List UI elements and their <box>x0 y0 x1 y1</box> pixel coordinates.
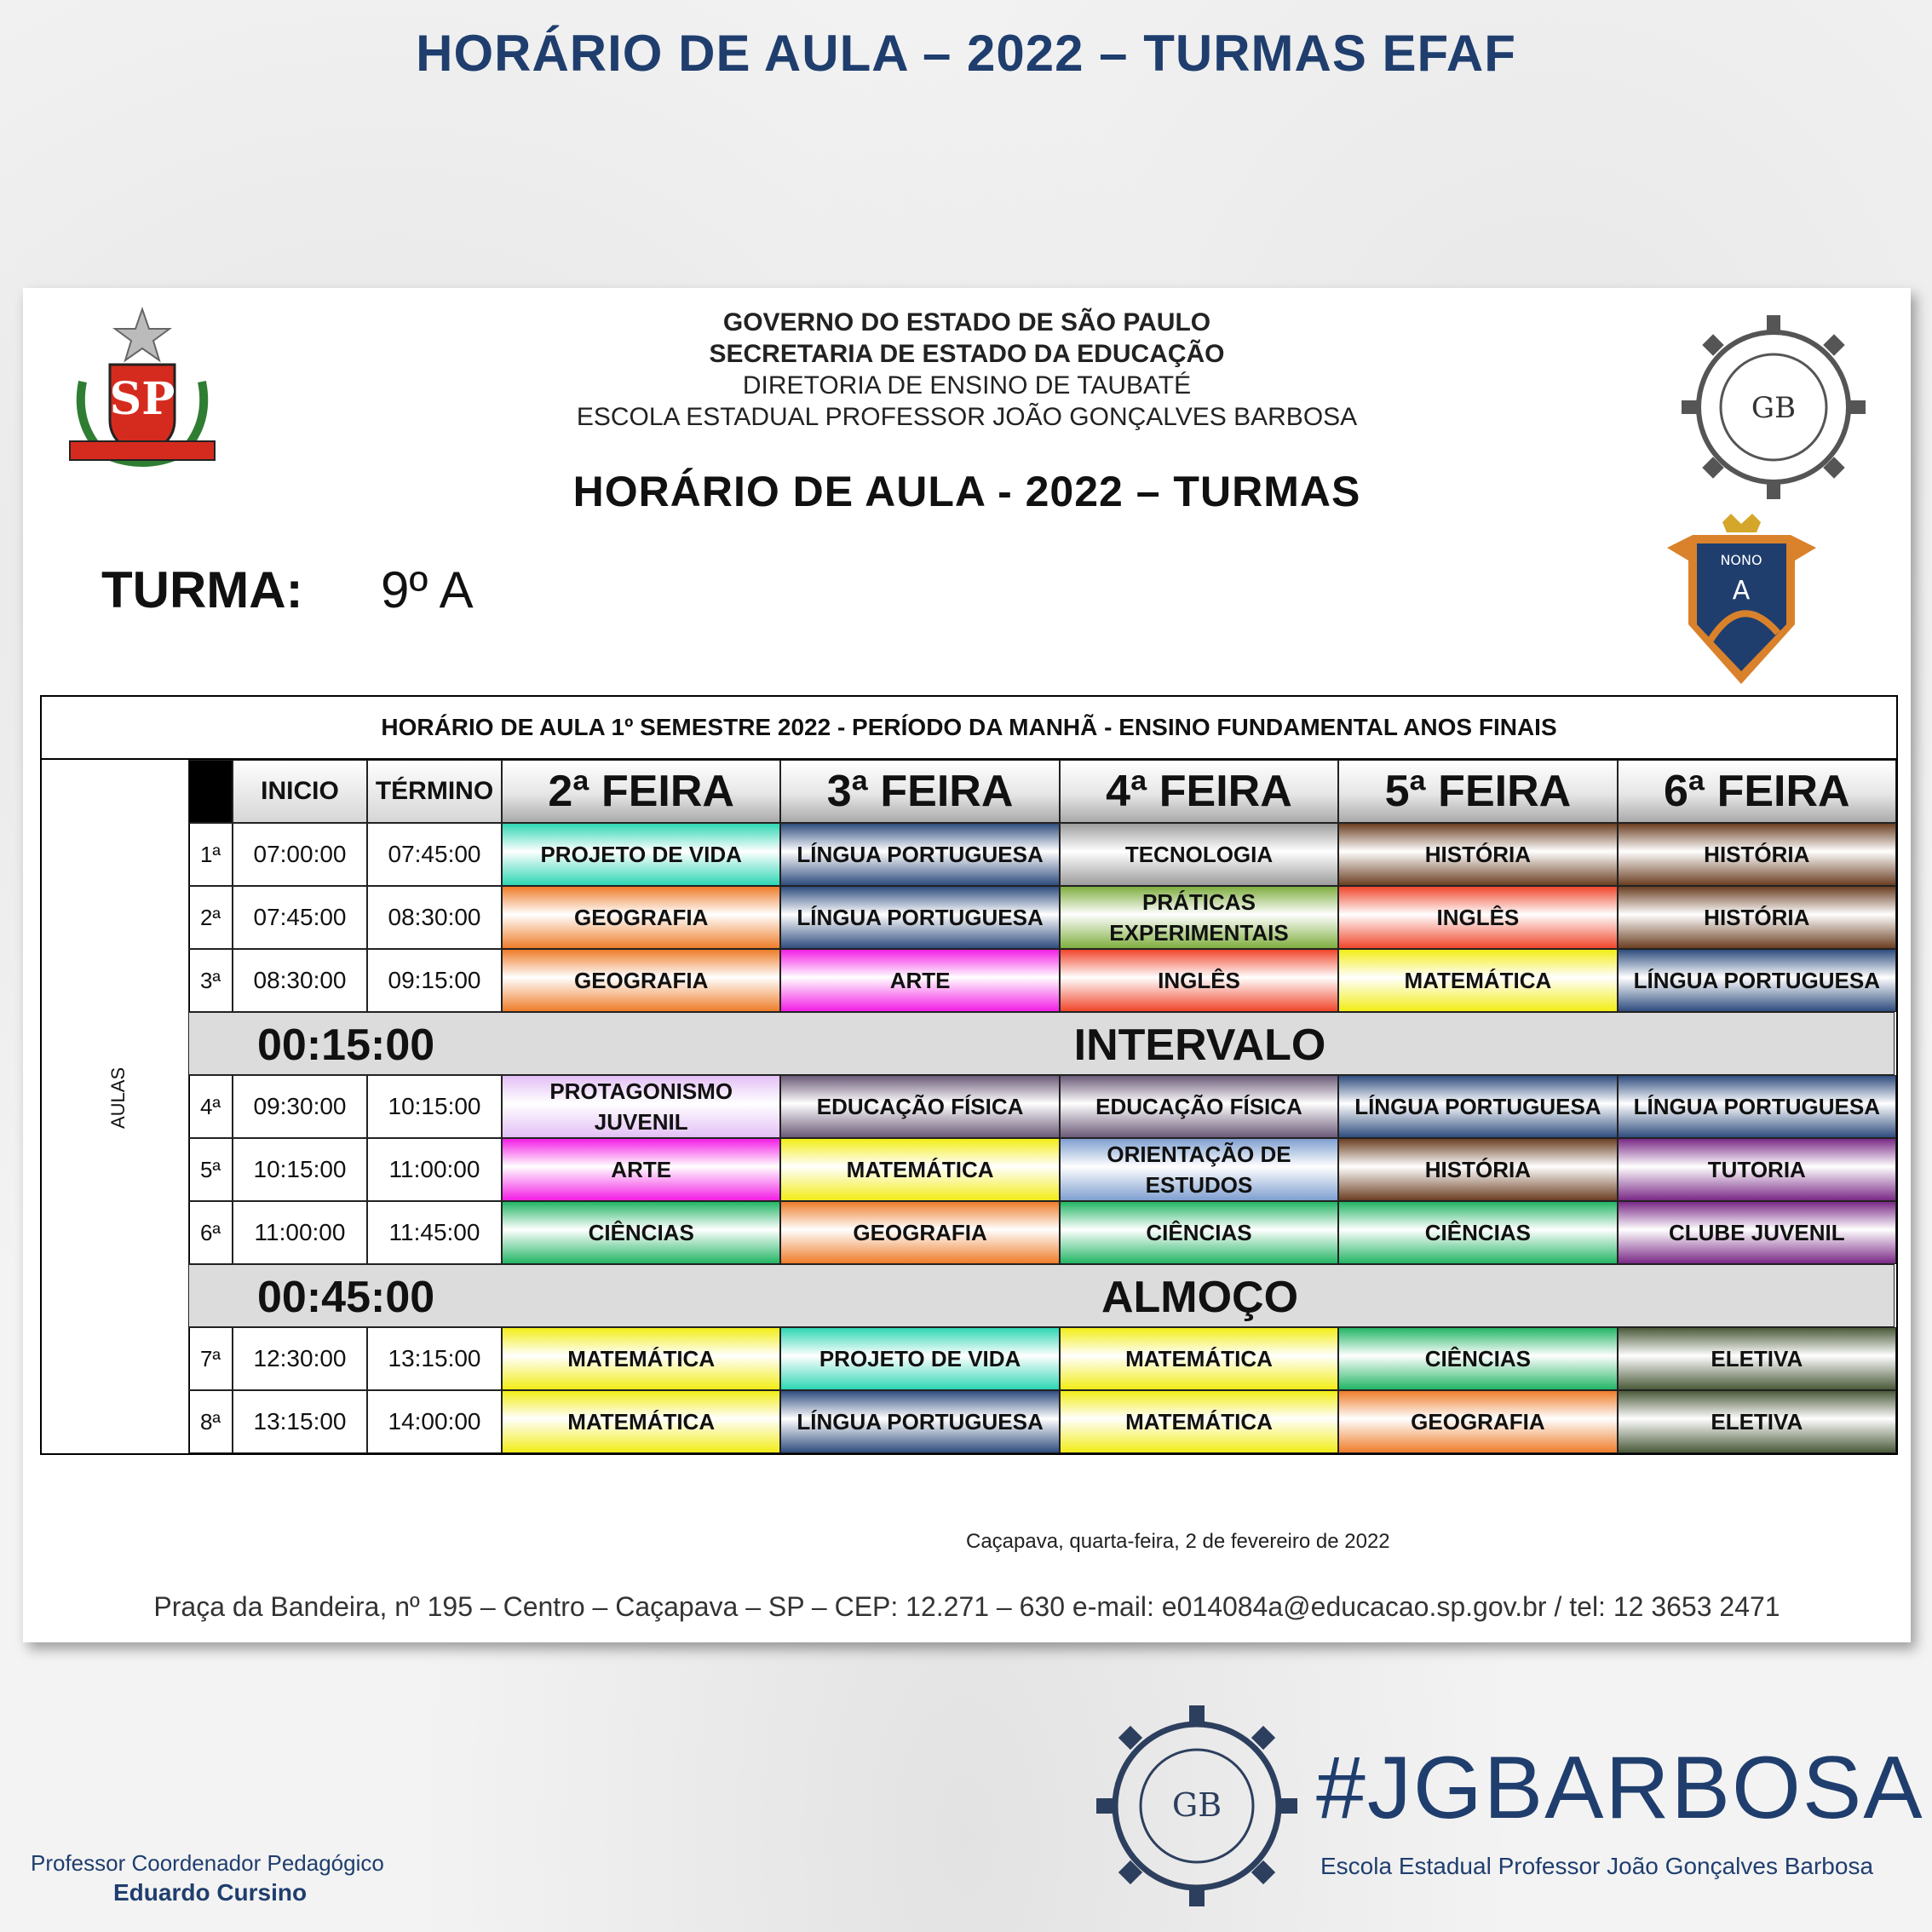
break-row <box>188 1264 1895 1327</box>
lesson-end-time: 11:45:00 <box>367 1201 502 1264</box>
shield-text-top: NONO <box>1720 552 1762 568</box>
subject-cell: HISTÓRIA <box>1618 823 1896 886</box>
svg-text:GB: GB <box>1751 391 1797 425</box>
aulas-column <box>42 760 190 1453</box>
subject-cell: TUTORIA <box>1618 1138 1896 1201</box>
break-duration: 00:15:00 <box>257 1021 435 1070</box>
lesson-end-time: 09:15:00 <box>367 949 502 1012</box>
lesson-end-time: 08:30:00 <box>367 886 502 949</box>
subject-cell: PROTAGONISMO JUVENIL <box>502 1075 780 1138</box>
lesson-start-time: 12:30:00 <box>233 1327 367 1390</box>
day-header: 4ª FEIRA <box>1060 760 1338 823</box>
coordinator-name: Eduardo Cursino <box>113 1879 308 1906</box>
break-row <box>188 1012 1895 1075</box>
header-line-directorate: DIRETORIA DE ENSINO DE TAUBATÉ <box>742 371 1192 400</box>
lesson-end-time: 07:45:00 <box>367 823 502 886</box>
subject-cell: TECNOLOGIA <box>1060 823 1338 886</box>
day-header: 3ª FEIRA <box>780 760 1059 823</box>
lesson-number: 3ª <box>188 949 233 1012</box>
subject-cell: HISTÓRIA <box>1338 823 1617 886</box>
lesson-end-time: 13:15:00 <box>367 1327 502 1390</box>
subject-cell: HISTÓRIA <box>1618 886 1896 949</box>
subject-cell: GEOGRAFIA <box>1338 1390 1617 1453</box>
header-corner-cell <box>188 760 233 823</box>
lesson-number: 6ª <box>188 1201 233 1264</box>
sheet-title: HORÁRIO DE AULA - 2022 – TURMAS <box>572 468 1361 515</box>
subject-cell: EDUCAÇÃO FÍSICA <box>1060 1075 1338 1138</box>
subject-cell: GEOGRAFIA <box>502 886 780 949</box>
subject-cell: GEOGRAFIA <box>780 1201 1059 1264</box>
subject-cell: CIÊNCIAS <box>502 1201 780 1264</box>
subject-cell: MATEMÁTICA <box>1338 949 1617 1012</box>
coordinator-role: Professor Coordenador Pedagógico <box>31 1850 384 1876</box>
subject-cell: MATEMÁTICA <box>502 1390 780 1453</box>
lesson-number: 5ª <box>188 1138 233 1201</box>
subject-cell: LÍNGUA PORTUGUESA <box>780 886 1059 949</box>
page-heading: HORÁRIO DE AULA – 2022 – TURMAS EFAF <box>416 25 1516 82</box>
subject-cell: INGLÊS <box>1338 886 1617 949</box>
subject-cell: PRÁTICAS EXPERIMENTAIS <box>1060 886 1338 949</box>
footer-school-seal-icon <box>1095 1704 1299 1908</box>
lesson-start-time: 10:15:00 <box>233 1138 367 1201</box>
subject-cell: PROJETO DE VIDA <box>780 1327 1059 1390</box>
header-block <box>23 307 1911 433</box>
subject-cell: MATEMÁTICA <box>780 1138 1059 1201</box>
subject-cell: ARTE <box>780 949 1059 1012</box>
subject-cell: MATEMÁTICA <box>1060 1327 1338 1390</box>
subject-cell: EDUCAÇÃO FÍSICA <box>780 1075 1059 1138</box>
subject-cell: ARTE <box>502 1138 780 1201</box>
subject-cell: HISTÓRIA <box>1338 1138 1617 1201</box>
shield-text-letter: A <box>1732 576 1751 606</box>
lesson-start-time: 07:45:00 <box>233 886 367 949</box>
subject-cell: LÍNGUA PORTUGUESA <box>1618 949 1896 1012</box>
subject-cell: MATEMÁTICA <box>1060 1390 1338 1453</box>
timetable-sheet <box>23 288 1911 1642</box>
subject-cell: CLUBE JUVENIL <box>1618 1201 1896 1264</box>
timetable <box>40 695 1898 1455</box>
break-duration: 00:45:00 <box>257 1273 435 1322</box>
svg-text:GB: GB <box>1171 1786 1222 1824</box>
svg-text:SP: SP <box>109 373 175 425</box>
lesson-number: 1ª <box>188 823 233 886</box>
subject-cell: LÍNGUA PORTUGUESA <box>1618 1075 1896 1138</box>
subject-cell: INGLÊS <box>1060 949 1338 1012</box>
subject-cell: PROJETO DE VIDA <box>502 823 780 886</box>
subject-cell: ELETIVA <box>1618 1390 1896 1453</box>
lesson-start-time: 13:15:00 <box>233 1390 367 1453</box>
header-line-government: GOVERNO DO ESTADO DE SÃO PAULO <box>722 308 1211 336</box>
timetable-title: HORÁRIO DE AULA 1º SEMESTRE 2022 - PERÍODO DA MANHÃ - ENSINO FUNDAMENTAL ANOS FINAIS <box>42 697 1896 760</box>
subject-cell: CIÊNCIAS <box>1338 1327 1617 1390</box>
day-header: 2ª FEIRA <box>502 760 780 823</box>
day-header: 6ª FEIRA <box>1618 760 1896 823</box>
break-name: ALMOÇO <box>1101 1273 1299 1322</box>
subject-cell: LÍNGUA PORTUGUESA <box>780 823 1059 886</box>
lesson-end-time: 11:00:00 <box>367 1138 502 1201</box>
footer-school-name: Escola Estadual Professor João Gonçalves Barbosa <box>1320 1853 1874 1879</box>
lesson-number: 2ª <box>188 886 233 949</box>
lesson-number: 8ª <box>188 1390 233 1453</box>
lesson-start-time: 07:00:00 <box>233 823 367 886</box>
subject-cell: ELETIVA <box>1618 1327 1896 1390</box>
lesson-number: 4ª <box>188 1075 233 1138</box>
subject-cell: LÍNGUA PORTUGUESA <box>780 1390 1059 1453</box>
day-header: 5ª FEIRA <box>1338 760 1617 823</box>
address-line: Praça da Bandeira, nº 195 – Centro – Caçapava – SP – CEP: 12.271 – 630 e-mail: e014084a@educacao.sp.gov.br / tel: 12 3653 2471 <box>153 1591 1780 1622</box>
lesson-end-time: 10:15:00 <box>367 1075 502 1138</box>
lesson-number: 7ª <box>188 1327 233 1390</box>
subject-cell: LÍNGUA PORTUGUESA <box>1338 1075 1617 1138</box>
class-shield-icon <box>1667 514 1816 684</box>
column-header-inicio: INICIO <box>233 760 367 823</box>
lesson-start-time: 08:30:00 <box>233 949 367 1012</box>
subject-cell: GEOGRAFIA <box>502 949 780 1012</box>
header-line-secretariat: SECRETARIA DE ESTADO DA EDUCAÇÃO <box>709 340 1225 368</box>
turma-label: TURMA: <box>101 561 303 618</box>
subject-cell: MATEMÁTICA <box>502 1327 780 1390</box>
turma-value: 9º A <box>381 561 474 618</box>
column-header-termino: TÉRMINO <box>367 760 502 823</box>
break-name: INTERVALO <box>1073 1021 1326 1070</box>
lesson-end-time: 14:00:00 <box>367 1390 502 1453</box>
lesson-start-time: 11:00:00 <box>233 1201 367 1264</box>
aulas-label: AULAS <box>107 1067 129 1129</box>
subject-cell: ORIENTAÇÃO DE ESTUDOS <box>1060 1138 1338 1201</box>
header-line-school: ESCOLA ESTADUAL PROFESSOR JOÃO GONÇALVES BARBOSA <box>576 403 1358 431</box>
hashtag: #JGBARBOSA <box>1316 1739 1924 1837</box>
lesson-start-time: 09:30:00 <box>233 1075 367 1138</box>
subject-cell: CIÊNCIAS <box>1060 1201 1338 1264</box>
date-line: Caçapava, quarta-feira, 2 de fevereiro de 2022 <box>966 1530 1390 1553</box>
subject-cell: CIÊNCIAS <box>1338 1201 1617 1264</box>
